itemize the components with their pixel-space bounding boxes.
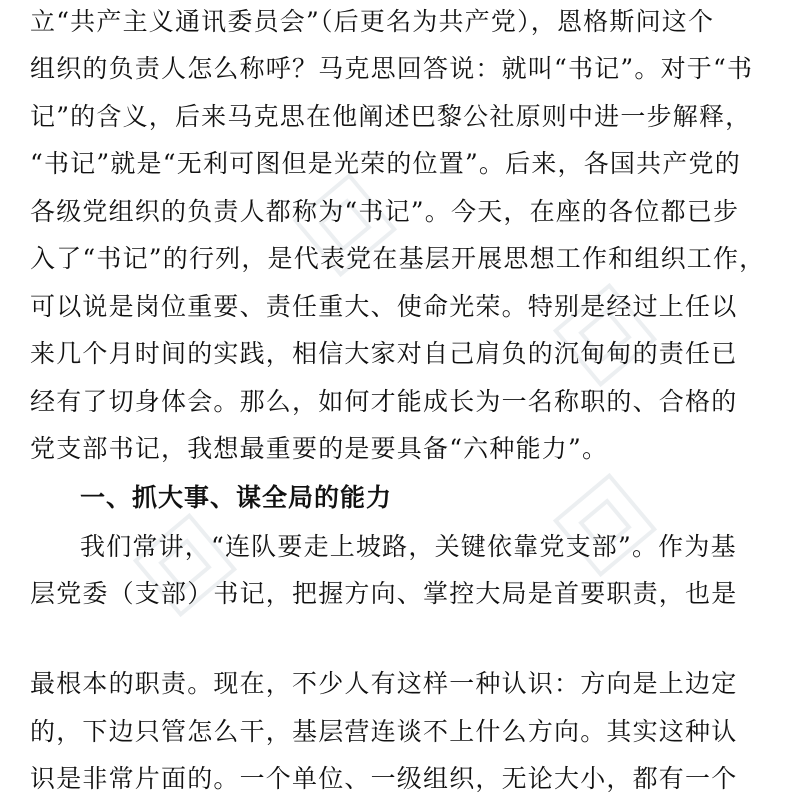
paragraph-line: “书记”就是“无利可图但是光荣的位置”。后来，各国共产党的 xyxy=(30,149,741,178)
paragraph-line: 经有了切身体会。那么，如何才能成长为一名称职的、合格的 xyxy=(30,387,738,416)
paragraph-line: 党支部书记，我想最重要的是要具备“六种能力”。 xyxy=(30,434,609,463)
paragraph-line: 入了“书记”的行列，是代表党在基层开展思想工作和组织工作， xyxy=(30,244,766,273)
section-heading: 一、抓大事、谋全局的能力 xyxy=(80,483,393,512)
paragraph-line: 最根本的职责。现在，不少人有这样一种认识：方向是上边定 xyxy=(30,669,738,698)
paragraph-line: 各级党组织的负责人都称为“书记”。今天，在座的各位都已步 xyxy=(30,197,740,226)
paragraph-line: 我们常讲，“连队要走上坡路，关键依靠党支部”。作为基 xyxy=(80,532,737,561)
paragraph-line: 记”的含义，后来马克思在他阐述巴黎公社原则中进一步解释， xyxy=(30,102,752,131)
paragraph-line: 来几个月时间的实践，相信大家对自己肩负的沉甸甸的责任已 xyxy=(30,339,738,368)
paragraph-line: 立“共产主义通讯委员会”（后更名为共产党），恩格斯问这个 xyxy=(30,7,715,36)
paragraph-line: 识是非常片面的。一个单位、一级组织，无论大小，都有一个 xyxy=(30,764,738,793)
paragraph-line: 层党委（支部）书记，把握方向、掌控大局是首要职责，也是 xyxy=(30,579,738,608)
paragraph-line: 的，下边只管怎么干，基层营连谈不上什么方向。其实这种认 xyxy=(30,717,738,746)
paragraph-line: 组织的负责人怎么称呼？马克思回答说：就叫“书记”。对于“书 xyxy=(30,54,754,83)
paragraph-line: 可以说是岗位重要、责任重大、使命光荣。特别是经过上任以 xyxy=(30,292,738,321)
